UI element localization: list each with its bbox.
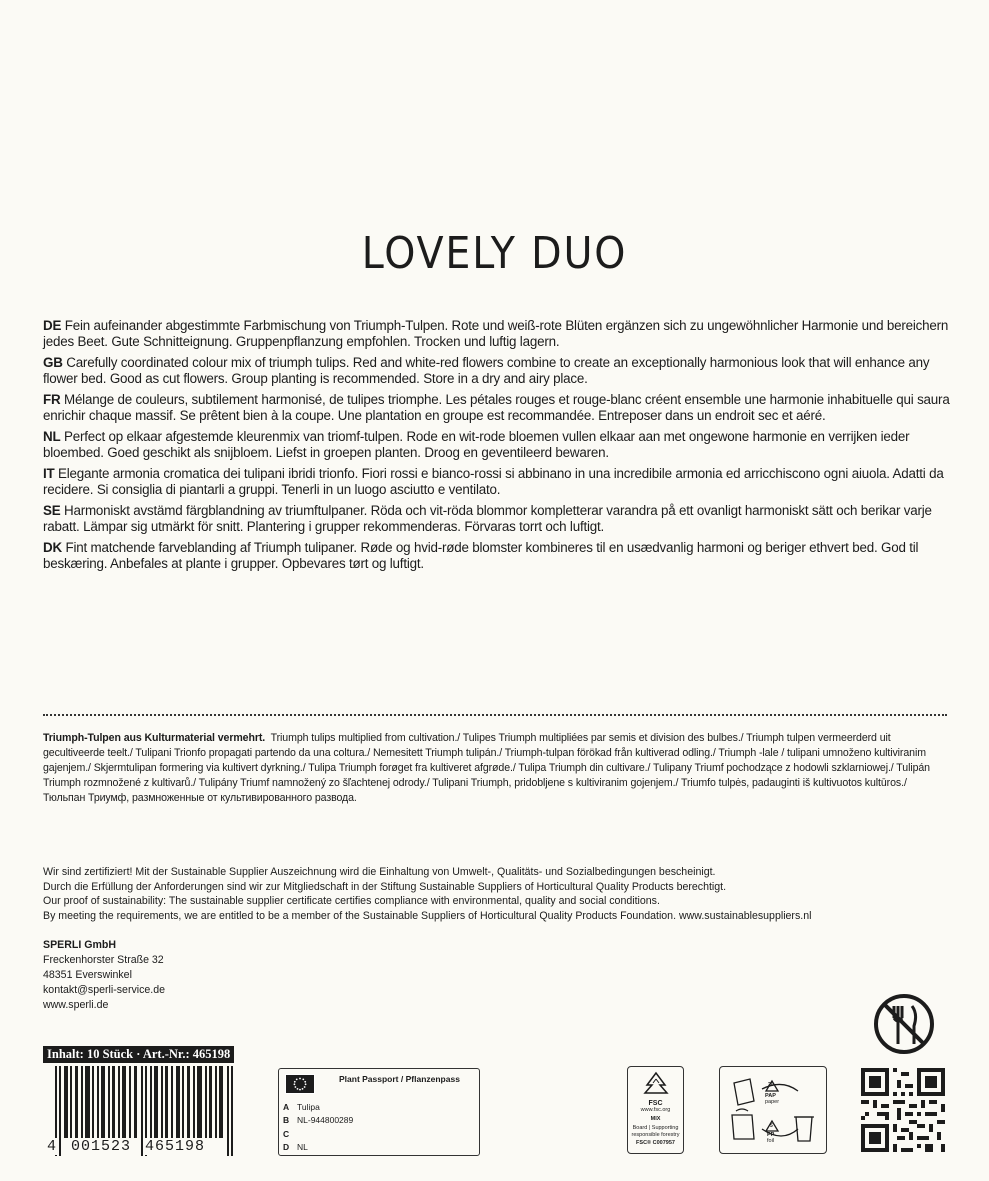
description-de: DE Fein aufeinander abgestimmte Farbmischung von Triumph-Tulpen. Rote und weiß-rote Blüten ergänzen sich zu ungewöhnlicher Harmonie und bereichern jedes Beet. Gute Schnitteignung. Gruppenpflanzung empfohlen. Trocken und luftig lagern. — [43, 318, 949, 349]
company-city: 48351 Everswinkel — [43, 969, 132, 981]
fsc-site: www.fsc.org — [640, 1107, 671, 1113]
pp-label: PP — [767, 1132, 775, 1138]
passport-row: A Tulipa — [283, 1101, 320, 1112]
cert-line: By meeting the requirements, we are entitled to be a member of the Sustainable Suppliers of Horticultural Quality Products Foundation. www.sustainablesuppliers.nl — [43, 909, 812, 922]
content-label: Inhalt: 10 Stück · Art.-Nr.: 465198 — [43, 1046, 234, 1063]
recycling-label — [719, 1066, 827, 1154]
barcode-digit-group: 001523 — [71, 1138, 132, 1155]
no-food-icon — [872, 992, 936, 1056]
cert-line: Durch die Erfüllung der Anforderungen sind wir zur Mitgliedschaft in der Stiftung Sustainable Suppliers of Horticultural Quality Products berechtigt. — [43, 880, 727, 893]
barcode-digit-group: 4 — [47, 1138, 58, 1155]
fsc-label — [627, 1066, 684, 1154]
pap-label: PAP — [765, 1093, 776, 1099]
plant-passport — [278, 1068, 480, 1156]
company-name: SPERLI GmbH — [43, 939, 116, 951]
fsc-code: FSC® C007957 — [636, 1140, 675, 1146]
origin-note — [43, 731, 948, 806]
fsc-mix: MIX — [650, 1116, 661, 1122]
pp-code: 5 — [770, 1123, 773, 1129]
description-nl: NL Perfect op elkaar afgestemde kleurenmix van triomf-tulpen. Rode en wit-rode bloemen vullen elkaar aan met ongewone harmonie en verrijken ieder bloembed. Goed geschikt als snijbloem. Liefst in groepen planten. Droog en geventileerd bewaren. — [43, 429, 910, 460]
description-fr: FR Mélange de couleurs, subtilement harmonisé, de tulipes triomphe. Les pétales rouges et rouge-blanc créent ensemble une harmonie inhabituelle qui saura enrichir chaque massif. Se prêtent bien à la coupe. Une plantation en groupe est recommandée. Entreposer dans un endroit sec et aéré. — [43, 392, 950, 423]
company-web: www.sperli.de — [43, 999, 109, 1011]
description-it: IT Elegante armonia cromatica dei tulipani ibridi trionfo. Fiori rossi e bianco-rossi si abbinano in una incredibile armonia ed arricchiscono ogni aiuola. Adatti da recidere. Si consiglia di piantarli a gruppi. Tenerli in un luogo asciutto e ventilato. — [43, 466, 944, 497]
cert-line: Wir sind zertifiziert! Mit der Sustainable Supplier Auszeichnung wird die Einhaltung von Umwelt-, Qualitäts- und Sozialbedingungen bescheinigt. — [43, 866, 716, 878]
qr-code — [861, 1068, 945, 1152]
company-address — [43, 938, 343, 1013]
company-street: Freckenhorster Straße 32 — [43, 954, 164, 966]
origin-lead: Triumph-Tulpen aus Kulturmaterial vermehrt. — [43, 732, 266, 744]
pap-sub: paper — [765, 1099, 780, 1105]
origin-text: Triumph tulips multiplied from cultivation./ Tulipes Triumph multipliées par semis et division des bulbes./ Triumph tulpen vermeerderd uit gecultiveerde teelt./ Tulipani Trionfo propagati partendo da una coltura./ Nemesitett Triumph tulipán./ Triumph-tulpan förökad från kultiverad odling./ Triumph -lale / tulipani umnoženo kultiviranim gajenjem./ Skjermtulipan formering via kultivert dyrkning./ Tulipa Triumph forøget fra kultiveret afgrøde./ Tulipa Triumph din cultivare./ Tulipany Triumf pochodzące z hodowli szklarniowej./ Tulipán Triumph rozmnožené z kultivarů./ Tulipány Triumf namnožený zo šľachtenej odrody./ Tulipani Triumph, pridobljene s kultiviranim gojenjem./ Triumfo tulpės, padauginti iš kultivuotos kultūros./ Тюльпан Триумф, размноженные от культивированного развода. — [43, 732, 930, 804]
barcode-digits — [45, 1138, 245, 1155]
pap-code: 20 — [768, 1082, 774, 1088]
barcode-digit-group: 465198 — [145, 1138, 206, 1155]
descriptions — [43, 318, 953, 577]
description-gb: GB Carefully coordinated colour mix of triumph tulips. Red and white-red flowers combine to create an exceptionally harmonious look that will enhance any flower bed. Good as cut flowers. Group planting is recommended. Store in a dry and airy place. — [43, 355, 930, 386]
certification-text — [43, 865, 943, 923]
company-email: kontakt@sperli-service.de — [43, 984, 166, 996]
fsc-name: FSC — [648, 1100, 663, 1107]
passport-row: C — [283, 1128, 290, 1139]
description-dk: DK Fint matchende farveblanding af Triumph tulipaner. Røde og hvid-røde blomster kombineres til en usædvanlig harmoni og beriger ethvert bed. God til beskæring. Anbefales at plante i grupper. Opbevares tørt og luftigt. — [43, 540, 919, 571]
pp-sub: foil — [767, 1138, 775, 1144]
dotted-divider — [43, 714, 947, 716]
passport-title: Plant Passport / Pflanzenpass — [339, 1074, 460, 1084]
passport-row: D NL — [283, 1142, 308, 1153]
fsc-claim: Board | Supporting responsible forestry — [631, 1125, 680, 1138]
product-title: LOVELY DUO — [361, 228, 628, 279]
fsc-tree-icon — [641, 1071, 671, 1097]
eu-flag-icon — [285, 1074, 315, 1094]
passport-row: B NL-944800289 — [283, 1115, 354, 1126]
description-se: SE Harmoniskt avstämd färgblandning av triumftulpaner. Röda och vit-röda blommor kompletterar varandra på ett ovanligt harmoniskt sätt och berikar varje rabatt. Lämpar sig utmärkt för snitt. Plantering i grupper rekommenderas. Förvaras torrt och luftigt. — [43, 503, 932, 534]
cert-line: Our proof of sustainability: The sustainable supplier certificate certifies compliance with environmental, quality and social conditions. — [43, 895, 660, 907]
